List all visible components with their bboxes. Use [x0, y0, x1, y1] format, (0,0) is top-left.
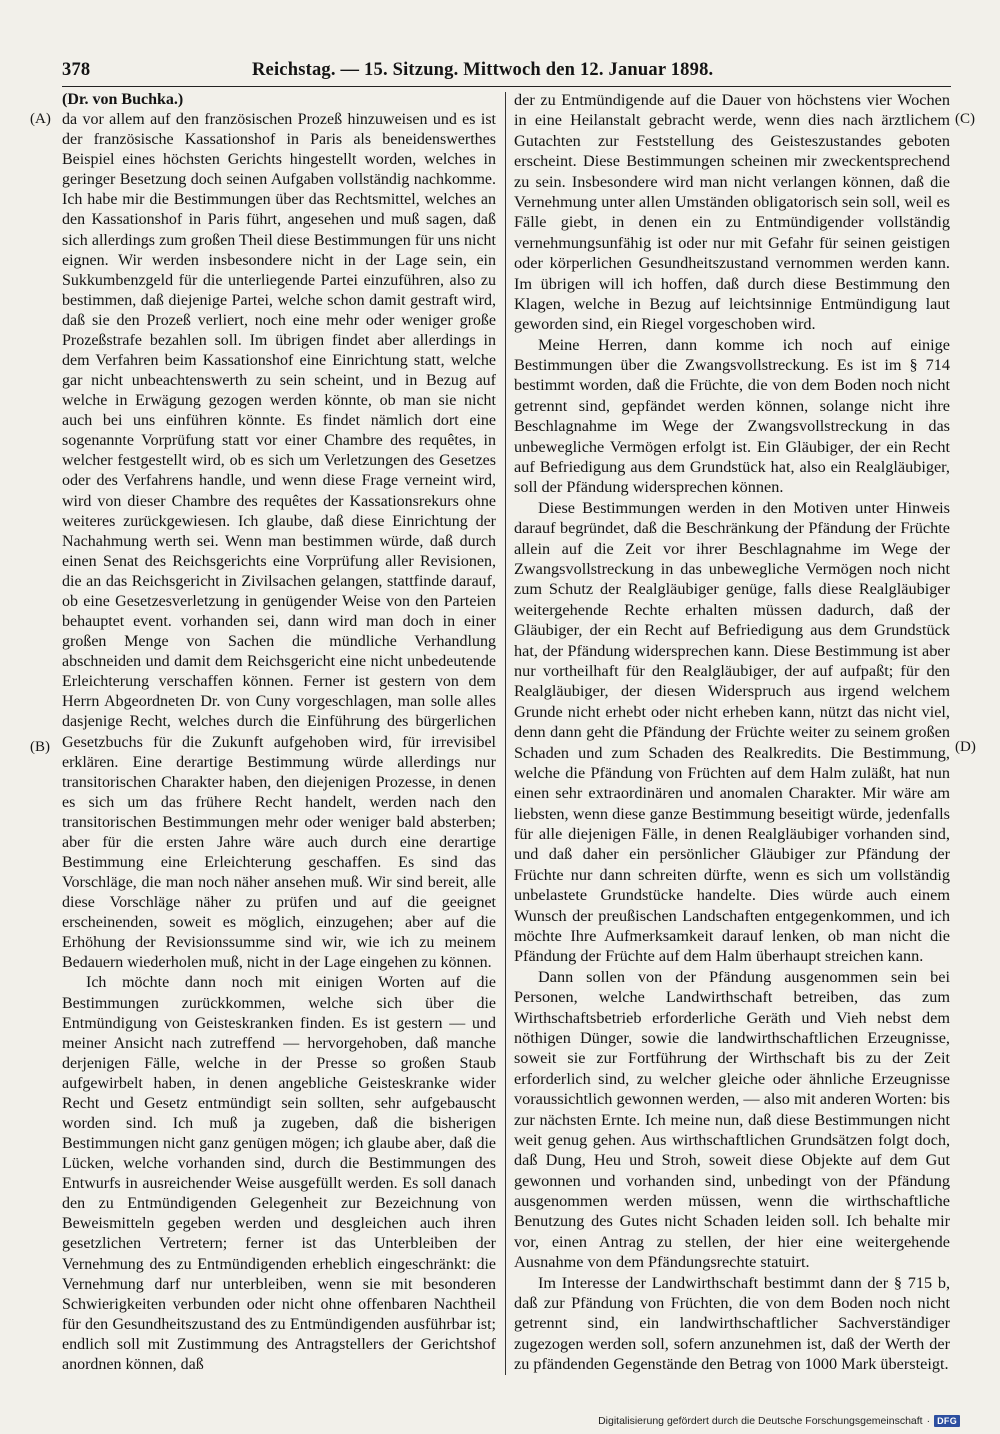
paragraph: Ich möchte dann noch mit einigen Worten auf die Bestimmungen zurückkommen, welche sich über die Entmündigung von Geisteskranken finden. Es ist gestern — und meiner Ansicht nach zutreffend — hervorgehoben, daß manche derjenigen Fälle, welche in der Presse so großen Staub aufgewirbelt haben, in denen angebliche Geisteskranke wider Recht und Gesetz entmündigt sein sollten, sehr aufgebauscht worden sind. Ich muß ja zugeben, daß die bisherigen Bestimmungen nicht ganz genügen mögen; ich glaube aber, daß die Lücken, welche vorhanden sind, durch die Bestimmungen des Entwurfs in ausreichender Weise ausgefüllt werden. Es soll danach den zu Entmündigenden Gelegenheit zur Bezeichnung von Beweismitteln gegeben werden und desgleichen auch ihren gesetzlichen Vertretern; ferner ist das Unterbleiben der Vernehmung des zu Entmündigenden erheblich eingeschränkt: die Vernehmung darf nur unterbleiben, wenn sie mit besonderen Schwierigkeiten verbunden oder nicht ohne offenbaren Nachtheil für den Gesundheitszustand des zu Entmündigenden ausführbar ist; endlich soll mit Zustimmung des Antragstellers der Gerichtshof anordnen können, daß: [62, 974, 496, 1373]
margin-marker-b: (B): [30, 739, 50, 755]
speaker-label: (Dr. von Buchka.): [62, 91, 184, 108]
margin-marker-c: (C): [955, 111, 975, 127]
paragraph: da vor allem auf den französischen Prozeß hinzuweisen und es ist der französische Kassationshof in Paris als beneidenswerthes Beispiel eines höchsten Gerichts hingestellt worden, welches in geringer Besetzung doch seinen Aufgaben vollständig nachkomme. Ich habe mir die Bestimmungen über das Rechtsmittel, welches an den Kassationshof in Paris führt, angesehen und muß sagen, daß sich allerdings zum großen Theil diese Bestimmungen für uns nicht eignen. Wir werden insbesondere nicht in der Lage sein, ein Sukkumbenzgeld für die unterliegende Partei einzuführen, also zu bestimmen, daß diejenige Partei, welche schon damit gestraft wird, daß sie den Prozeß verliert, noch eine mehr oder weniger große Prozeßstrafe bezahlen soll. Im übrigen findet aber allerdings in dem Verfahren beim Kassationshof eine Einrichtung statt, welche gar nicht unbeachtenswerth zu sein scheint, und in Bezug auf welche in Erwägung gezogen werden könnte, ob man sie nicht auch bei uns einführen könnte. Es findet nämlich dort eine sogenannte Vorprüfung statt vor einer Chambre des requêtes, in welcher festgestellt wird, ob es sich um Verletzungen des Gesetzes oder des Verfahrens handle, und wenn diese Frage verneint wird, wird von dieser Chambre des requêtes der Kassationsrekurs ohne weiteres zurückgewiesen. Ich glaube, daß diese Einrichtung der Nachahmung werth sei. Wenn man bestimmen würde, daß durch einen Senat des Reichsgerichts eine Vorprüfung aller Revisionen, die an das Reichsgericht in Zivilsachen gelangen, stattfinde darauf, ob eine Gesetzesverletzung in genügender Weise von den Parteien behauptet event. vorhanden sei, dann wird man doch in einer großen Menge von Sachen die mündliche Verhandlung abschneiden und damit dem Reichsgericht eine nicht unbedeutende Erleichterung verschaffen können. Ferner ist gestern von dem Herrn Abgeordneten Dr. von Cuny vorgeschlagen, man solle alles dasjenige Recht, welches durch die Einführung des bürgerlichen Gesetzbuchs für die Zukunft aufgehoben wird, für irrevisibel erklären. Eine derartige Bestimmung würde allerdings nur transitorischen Charakter haben, den diejenigen Prozesse, in denen es sich um das frühere Recht handelt, werden nach den transitorischen Bestimmungen mehr oder weniger bald absterben; aber für die ersten Jahre wäre auch durch eine derartige Bestimmung eine Erleichterung geschaffen. Es sind das Vorschläge, die man noch näher ansehen muß. Wir sind bereit, alle diese Vorschläge näher zu prüfen und auf die geeignet erscheinenden, soweit es möglich, einzugehen; aber auf die Erhöhung der Revisionssumme sind wir, wie ich zu meinem Bedauern wiederholen muß, nicht in der Lage eingehen zu können.: [62, 111, 496, 972]
margin-marker-d: (D): [955, 739, 976, 755]
page-number: 378: [62, 60, 91, 80]
left-column: [62, 90, 496, 1375]
page-title: Reichstag. — 15. Sitzung. Mittwoch den 12. Januar 1898.: [252, 60, 714, 80]
paragraph: Im Interesse der Landwirthschaft bestimmt dann der § 715 b, daß zur Pfändung von Früchten, die von dem Boden noch nicht getrennt sind, ein landwirthschaftlicher Sachverständiger zugezogen werden soll, sofern anzunehmen ist, daß der Werth der zu pfändenden Gegenstände den Betrag von 1000 Mark übersteigt.: [514, 1273, 950, 1374]
paragraph: Meine Herren, dann komme ich noch auf einige Bestimmungen über die Zwangsvollstreckung. Es ist im § 714 bestimmt worden, daß die Früchte, die von dem Boden noch nicht getrennt sind, gepfändet werden können, solange nicht ihre Beschlagnahme im Wege der Zwangsvollstreckung in das unbewegliche Vermögen erfolgt ist. Ein Gläubiger, der ein Recht auf Befriedigung aus dem Grundstück hat, also ein Realgläubiger, soll der Pfändung widersprechen können.: [514, 335, 950, 497]
footer-credit: [598, 1412, 960, 1430]
right-column: [514, 90, 950, 1375]
paragraph: Dann sollen von der Pfändung ausgenommen sein bei Personen, welche Landwirthschaft betreiben, das zum Wirthschaftsbetrieb erforderliche Geräth und Vieh nebst dem nöthigen Dünger, sowie die landwirthschaftlichen Erzeugnisse, soweit sie zur Fortführung der Wirthschaft bis zu der Zeit erforderlich sind, zu welcher gleiche oder ähnliche Erzeugnisse voraussichtlich gewonnen werden, — also mit anderen Worten: bis zur nächsten Ernte. Ich meine nun, daß diese Bestimmungen nicht weit genug gehen. Aus wirthschaftlichen Grundsätzen folgt doch, daß Dung, Heu und Stroh, soweit diese Objekte auf dem Gut gewonnen und vorhanden sind, unbedingt von der Pfändung ausgenommen werden müssen, wenn die wirthschaftliche Benutzung des Gutes nicht Schaden leiden soll. Ich behalte mir vor, einen Antrag zu stellen, der hier eine weitergehende Ausnahme von dem Pfändungsrechte statuirt.: [514, 967, 950, 1272]
footer-separator: ·: [926, 1415, 931, 1427]
column-divider: [505, 92, 506, 1375]
header-rule: [62, 86, 951, 87]
page-header: [62, 58, 951, 88]
margin-marker-a: (A): [30, 111, 51, 127]
paragraph: Diese Bestimmungen werden in den Motiven unter Hinweis darauf begründet, daß die Beschränkung der Pfändung der Früchte allein auf die Zeit vor ihrer Beschlagnahme im Wege der Zwangsvollstreckung in das unbewegliche Vermögen noch nicht zum Schutz der Realgläubiger genüge, falls diese Realgläubiger weitergehende Rechte erhalten müssen dadurch, daß der Gläubiger, der ein Recht auf Befriedigung aus dem Grundstück hat, der Pfändung widersprechen kann. Diese Bestimmung ist aber nur vortheilhaft für den Realgläubiger, der auf aufpaßt; für den Realgläubiger, der diesen Widerspruch aus irgend welchem Grunde nicht erhebt oder nicht erheben kann, nützt das nicht viel, denn dann geht die Pfändung der Früchte weiter zu seinem großen Schaden und zum Schaden des Realkredits. Die Bestimmung, welche die Pfändung von Früchten auf dem Halm zuläßt, hat nun einen sehr extraordinären und anomalen Charakter. Mir wäre am liebsten, wenn diese ganze Bestimmung beseitigt würde, jedenfalls für alle diejenigen Fälle, in denen Realgläubiger vorhanden sind, und daß daher ein persönlicher Gläubiger zur Pfändung der Früchte nur dann schreiten dürfte, wenn es sich um vollständig unbelastete Grundstücke handelte. Dies würde auch einem Wunsch der preußischen Landschaften entgegenkommen, und ich möchte Ihre Aufmerksamkeit darauf lenken, ob man nicht die Pfändung der Früchte auf dem Halm überhaupt streichen kann.: [514, 498, 950, 966]
dfg-logo-icon: DFG: [934, 1415, 960, 1427]
footer-text: Digitalisierung gefördert durch die Deutsche Forschungsgemeinschaft: [598, 1415, 923, 1427]
paragraph: der zu Entmündigende auf die Dauer von höchstens vier Wochen in eine Heilanstalt gebracht werde, wenn dies nach ärztlichem Gutachten zur Feststellung des Geisteszustandes geboten erscheint. Diese Bestimmungen scheinen mir zweckentsprechend zu sein. Insbesondere wird man nicht verlangen können, daß die Vernehmung unter allen Umständen obligatorisch sein soll, weil es Fälle giebt, in denen ein zu Entmündigender vollständig vernehmungsunfähig ist oder nur mit Gefahr für seinen geistigen oder körperlichen Gesundheitszustand vernommen werden kann. Im übrigen will ich hoffen, daß durch diese Bestimmung den Klagen, welche in Bezug auf leichtsinnige Entmündigung laut geworden sind, ein Riegel vorgeschoben wird.: [514, 91, 950, 334]
